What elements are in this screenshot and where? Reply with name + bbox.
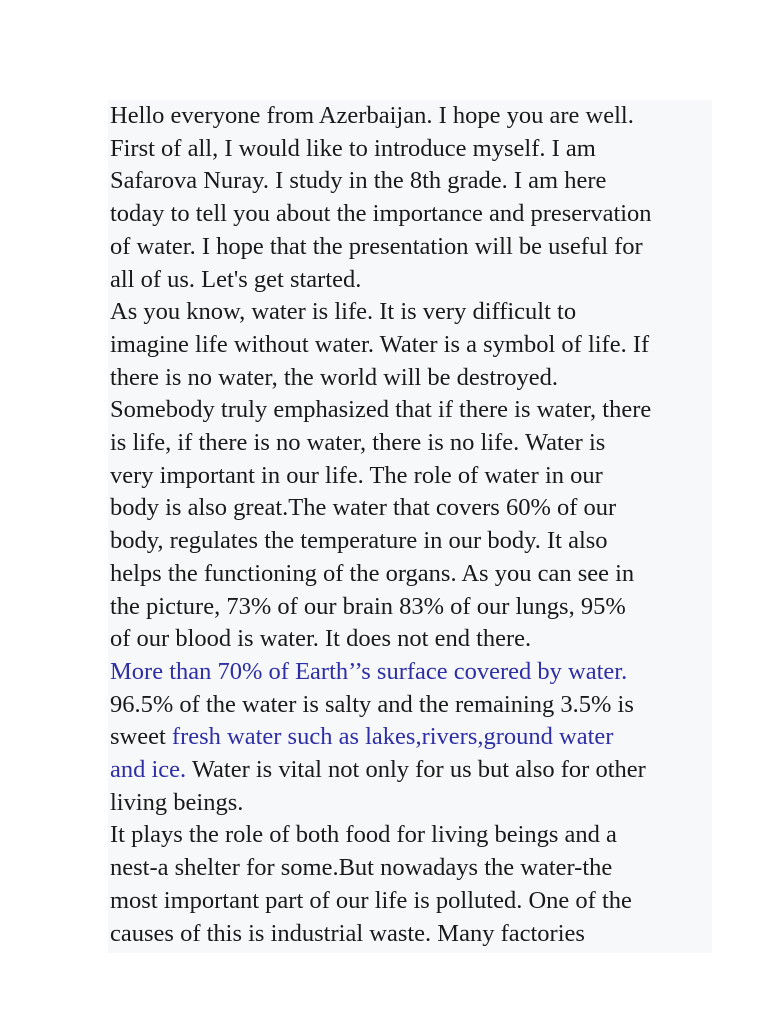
text-line	[110, 721, 712, 754]
paragraph-earth-water	[110, 656, 712, 820]
text-line: all of us. Let's get started.	[110, 265, 362, 293]
text-line: of water. I hope that the presentation will be useful for	[110, 232, 643, 260]
paragraph-introduction	[110, 100, 712, 296]
text-line: the picture, 73% of our brain 83% of our lungs, 95%	[110, 592, 626, 620]
text-line: nest-a shelter for some.But nowadays the water-the	[110, 854, 613, 882]
highlighted-text-line: More than 70% of Earth’’s surface covered by water.	[110, 657, 628, 685]
text-line: most important part of our life is polluted. One of the	[110, 886, 632, 914]
text-line: of our blood is water. It does not end there.	[110, 625, 532, 653]
text-line: First of all, I would like to introduce myself. I am	[110, 134, 596, 162]
text-line: Somebody truly emphasized that if there is water, there	[110, 396, 652, 424]
paragraph-water-is-life	[110, 296, 712, 656]
paragraph-pollution	[110, 819, 712, 950]
text-segment: sweet	[110, 723, 172, 751]
text-line: there is no water, the world will be destroyed.	[110, 363, 559, 391]
text-line: imagine life without water. Water is a symbol of life. If	[110, 330, 650, 358]
text-line: causes of this is industrial waste. Many factories	[110, 919, 585, 947]
highlighted-text-segment: fresh water such as lakes,rivers,ground water	[171, 723, 614, 751]
text-line: is life, if there is no water, there is no life. Water is	[110, 429, 606, 457]
text-line: body, regulates the temperature in our body. It also	[110, 527, 608, 555]
text-line: It plays the role of both food for living beings and a	[110, 821, 617, 849]
text-line: very important in our life. The role of water in our	[110, 461, 603, 489]
text-line	[110, 754, 712, 787]
text-line: body is also great.The water that covers 60% of our	[110, 494, 617, 522]
text-line: Hello everyone from Azerbaijan. I hope you are well.	[110, 102, 634, 129]
highlighted-text-segment: and ice.	[110, 756, 187, 784]
text-line: 96.5% of the water is salty and the remaining 3.5% is	[110, 690, 634, 718]
text-line: living beings.	[110, 788, 244, 816]
text-line: helps the functioning of the organs. As you can see in	[110, 559, 635, 587]
text-line: As you know, water is life. It is very difficult to	[110, 298, 577, 326]
text-line: Safarova Nuray. I study in the 8th grade. I am here	[110, 167, 607, 195]
text-line: today to tell you about the importance and preservation	[110, 200, 652, 228]
text-block	[108, 100, 712, 953]
text-segment: Water is vital not only for us but also for other	[186, 756, 646, 784]
